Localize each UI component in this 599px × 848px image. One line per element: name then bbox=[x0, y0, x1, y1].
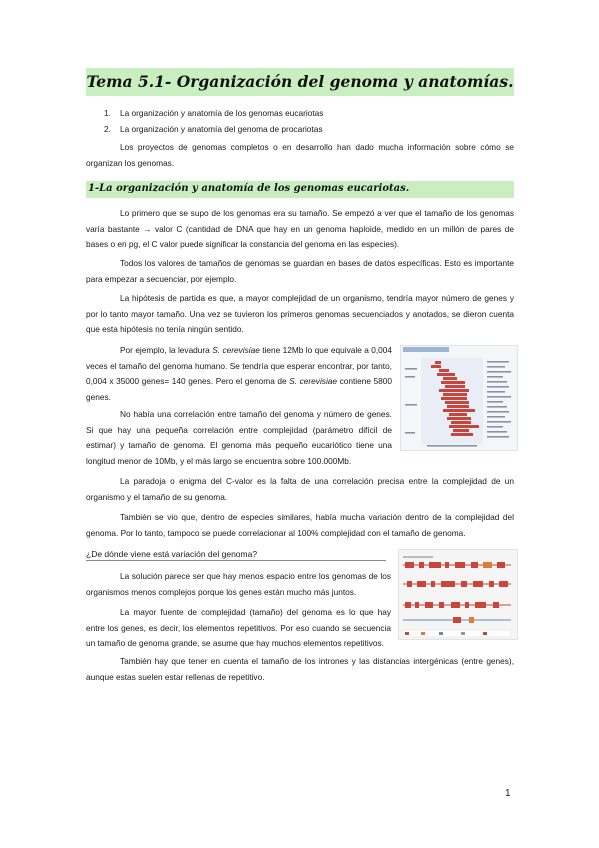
track-2 bbox=[403, 581, 511, 587]
genome-bar bbox=[439, 369, 449, 372]
label-stub bbox=[487, 436, 509, 438]
label-stub bbox=[487, 366, 505, 368]
label-stub bbox=[487, 396, 511, 398]
text-run: tiene 12Mb lo que equivale a 0,004 veces el tamaño del genoma humano. Se tendría que esperar encontrar, por tanto, 0,004 x 35000 genes= 140 genes. Pero el genoma de bbox=[86, 345, 393, 386]
genome-bar bbox=[437, 373, 455, 376]
paragraph-correlation: No había una correlación entre tamaño del genoma y número de genes. Si que hay una pequeña correlación entre complejidad (parámetro difícil de estimar) y tamaño de genoma. El genoma más pequeño eucariótico tiene una longitud menor de 10Mb, y el más largo se encuentra sobre 100.000Mb. bbox=[86, 409, 392, 466]
genome-segments-tracks bbox=[399, 550, 517, 639]
genome-segments-figure-image bbox=[398, 549, 518, 640]
genome-bar bbox=[435, 361, 441, 364]
table-of-contents bbox=[104, 105, 323, 137]
figure-legend bbox=[403, 630, 511, 637]
label-stub bbox=[487, 411, 509, 413]
title-highlight bbox=[86, 68, 514, 96]
species-name: S. cerevisiae bbox=[289, 376, 338, 386]
genome-bar bbox=[443, 377, 457, 380]
label-stub bbox=[487, 371, 511, 373]
toc-item-2 bbox=[104, 121, 323, 137]
paragraph-hypothesis: La hipótesis de partida es que, a mayor complejidad de un organismo, tendría mayor número de genes y por lo tanto mayor tamaño. Una vez se tuvieron los primeros genomas secuenciados y anotados, se dieron cuenta que esta hipótesis no tenía ningún sentido. bbox=[86, 293, 514, 334]
genome-bar bbox=[439, 389, 469, 392]
label-stub bbox=[487, 421, 511, 423]
paragraph-c-value-paradox: La paradoja o enigma del C-valor es la falta de una correlación precisa entre la complejidad de un organismo y el tamaño de su genoma. bbox=[86, 476, 514, 502]
label-stub bbox=[405, 368, 417, 370]
paragraph-introns: También hay que tener en cuenta el tamaño de los intrones y las distancias intergénicas (entre genes), aunque estas suelen estar rellenas de repetitivo. bbox=[86, 656, 514, 682]
genome-bar bbox=[443, 393, 467, 396]
label-stub bbox=[487, 391, 505, 393]
question-heading: ¿De dónde viene está variación del genoma? bbox=[86, 549, 258, 559]
text-run: contiene 5800 genes. bbox=[86, 376, 393, 402]
species-name: S. cerevisiae bbox=[212, 345, 260, 355]
genome-bar bbox=[453, 429, 469, 432]
paragraph-solution: La solución parece ser que hay menos espacio entre los genomas de los organismos menos complejos porque los genes están mucho más juntos. bbox=[86, 571, 391, 597]
label-stub bbox=[487, 406, 507, 408]
genome-size-bars bbox=[401, 346, 517, 450]
paragraph-repetitive-elements: La mayor fuente de complejidad (tamaño) del genoma es lo que hay entre los genes, es decir, los elementos repetitivos. Por eso cuando se secuencia un tamaño de genoma grande, se asume que hay muchos elementos repetitivos. bbox=[86, 607, 391, 648]
page-number: 1 bbox=[505, 788, 511, 799]
label-stub bbox=[487, 431, 507, 433]
track-1 bbox=[403, 556, 511, 568]
genome-bar bbox=[445, 401, 469, 404]
section-highlight bbox=[86, 181, 514, 198]
label-stub bbox=[487, 426, 503, 428]
genome-bar bbox=[451, 421, 471, 424]
label-stub bbox=[487, 416, 505, 418]
label-stub bbox=[427, 445, 477, 447]
paragraph-c-value: Lo primero que se supo de los genomas era su tamaño. Se empezó a ver que el tamaño de los genomas varía bastante → valor C (cantidad de DNA que hay en un genoma haploide, medido en un millón de pares de bases o en pg, el C valor puede significar la constancia del genoma en las especies). bbox=[86, 208, 514, 249]
label-stub bbox=[405, 376, 415, 378]
intro-paragraph: Los proyectos de genomas completos o en desarrollo han dado mucha información sobre cómo se organizan los genomas. bbox=[86, 142, 514, 168]
text-run: Por ejemplo, la levadura bbox=[120, 345, 213, 355]
page-title: Tema 5.1- Organización del genoma y anatomías. bbox=[86, 72, 514, 91]
chart-header-strip bbox=[403, 347, 449, 352]
genome-bar bbox=[447, 405, 469, 408]
paragraph-similar-species: También se vio que, dentro de especies similares, había mucha variación dentro de la complejidad del genoma. Por lo tanto, tampoco se puede correlacionar al 100% complejidad con el tamaño de genoma. bbox=[86, 512, 514, 538]
label-stub bbox=[405, 404, 417, 406]
genome-bar bbox=[449, 413, 467, 416]
label-stub bbox=[487, 386, 509, 388]
toc-number: 1. bbox=[104, 108, 111, 118]
genome-bar bbox=[445, 385, 465, 388]
paragraph-yeast-example bbox=[86, 343, 392, 405]
question-underline bbox=[86, 560, 386, 561]
label-stub bbox=[487, 376, 503, 378]
toc-text: La organización y anatomía del genoma de procariotas bbox=[120, 124, 323, 134]
label-stub bbox=[487, 401, 503, 403]
genome-size-chart-image bbox=[400, 345, 518, 451]
label-stub bbox=[487, 381, 507, 383]
section-heading: 1-La organización y anatomía de los genomas eucariotas. bbox=[88, 183, 410, 194]
track-3 bbox=[403, 602, 511, 608]
paragraph-databases: Todos los valores de tamaños de genomas se guardan en bases de datos específicas. Esto es importante para empezar a secuenciar, por ejemplo. bbox=[86, 258, 514, 284]
label-stub bbox=[487, 361, 509, 363]
genome-bar bbox=[443, 409, 475, 412]
toc-number: 2. bbox=[104, 124, 111, 134]
label-stub bbox=[405, 432, 415, 434]
genome-bar bbox=[451, 433, 473, 436]
genome-bar bbox=[431, 365, 441, 368]
genome-bar bbox=[441, 381, 465, 384]
genome-bar bbox=[447, 417, 471, 420]
toc-text: La organización y anatomía de los genomas eucariotas bbox=[120, 108, 324, 118]
genome-bar bbox=[449, 425, 479, 428]
toc-item-1 bbox=[104, 105, 323, 121]
track-4 bbox=[403, 617, 511, 623]
genome-bar bbox=[441, 397, 467, 400]
